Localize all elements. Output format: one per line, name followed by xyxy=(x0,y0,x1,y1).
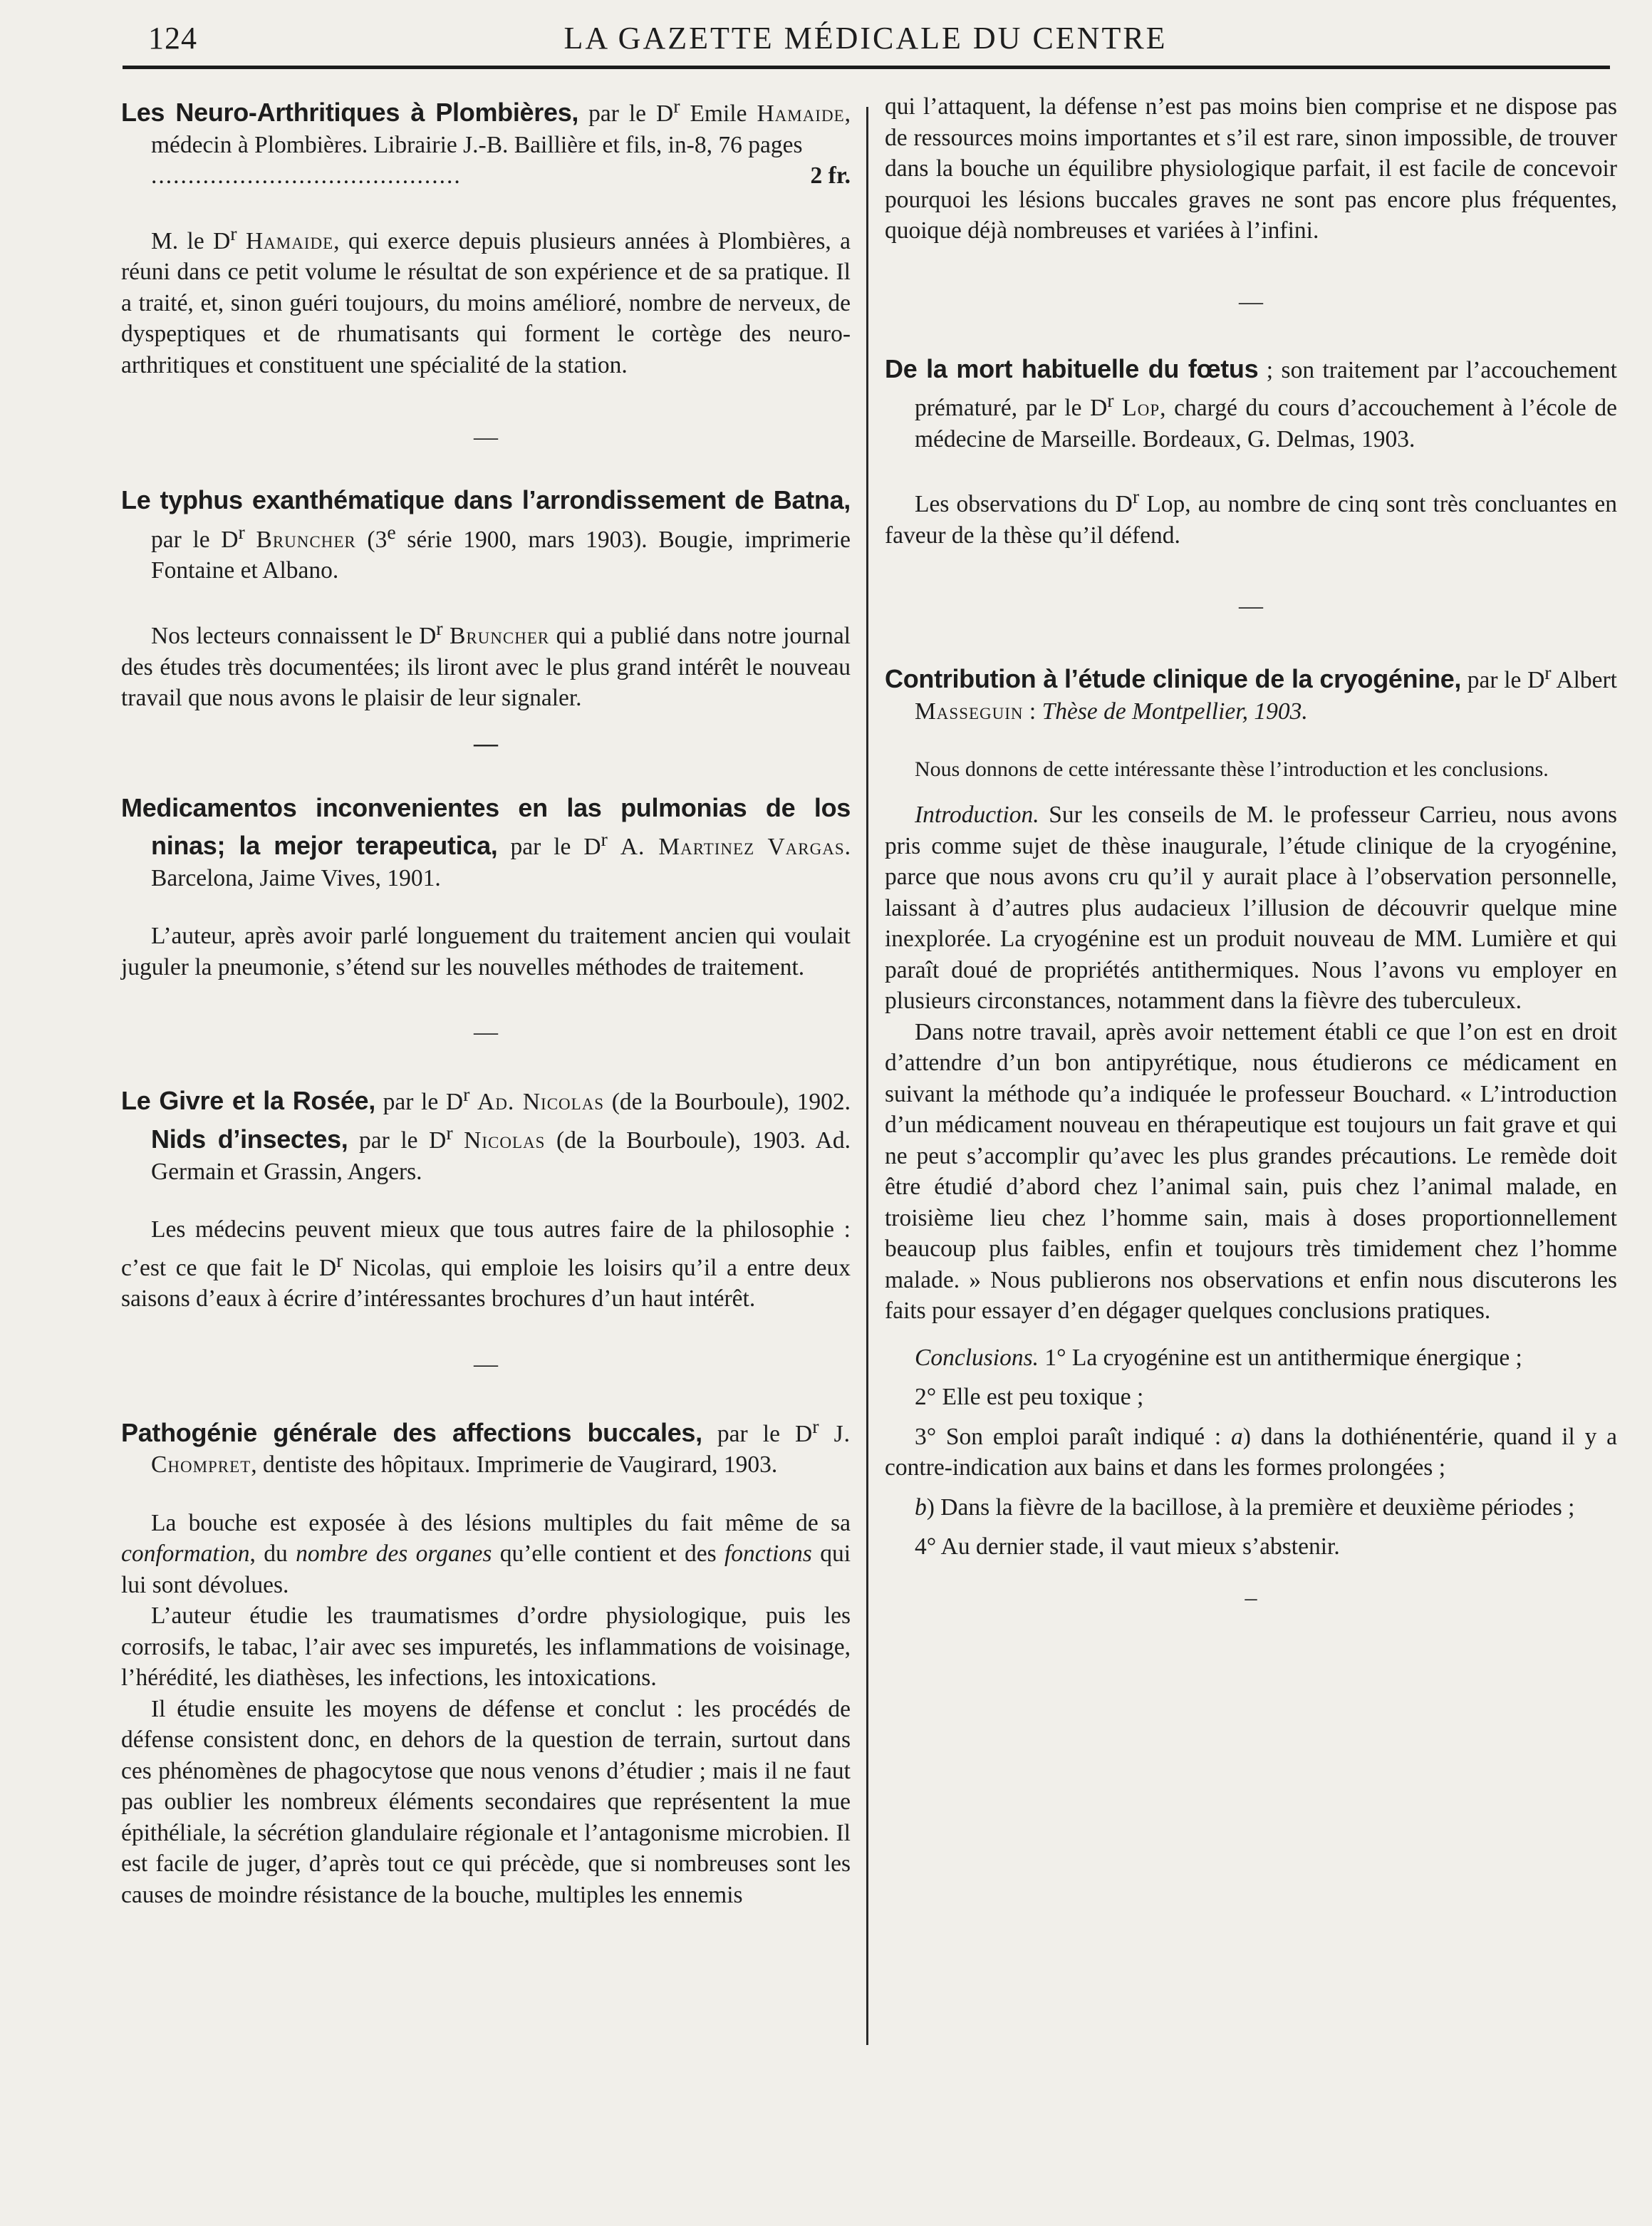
review-mort-foetus xyxy=(885,353,1617,552)
review-body: L’auteur étudie les traumatismes d’ordre physiologique, puis les corrosifs, le tabac, l’air avec ses impuretés, les inflammations de voisinage, l’hérédité, les diathèses, les infections, les intoxications. xyxy=(121,1603,851,1692)
conclusion-1: Conclusions. 1° La cryogénine est un antithermique énergique ; xyxy=(915,1344,1522,1371)
review-body: M. le $D^r$ Hamaide, qui exerce depuis plusieurs années à Plombières, a réuni dans ce petit volume le résultat de son expérience et de sa pratique. Il a traité, et, sinon guéri toujours, du moins amélioré, nombre de nerveux, de dyspeptiques et de rhumatisants qui forment le cortège des neuro-arthritiques et constituent une spécialité de la station. xyxy=(121,222,851,378)
conclusions-label: Conclusions. xyxy=(915,1344,1039,1371)
conclusion-3b: b) Dans la fièvre de la bacillose, à la première et deuxième périodes ; xyxy=(915,1494,1575,1521)
section-separator: — xyxy=(474,1019,498,1046)
journal-title: LA GAZETTE MÉDICALE DU CENTRE xyxy=(563,21,1168,56)
review-typhus xyxy=(121,485,851,757)
section-separator: — xyxy=(1239,288,1263,315)
review-body: Il étudie ensuite les moyens de défense et conclut : les procédés de défense consistent donc, en dehors de la question de terrain, surtout dans ces phénomènes de phagocytose que nous venons d’étudier ; mais il ne faut pas oublier les nombreux éléments secondaires que représentent la mue épithéliale, la sécrétion glandulaire régionale et l’antagonisme microbien. Il est facile de juger, d’après tout ce qui précède, que si nombreuses sont les causes de moindre résistance de la bouche, multiples les ennemis xyxy=(121,1695,851,1908)
section-separator: — xyxy=(474,424,498,451)
review-body: Nos lecteurs connaissent le $D^r$ Bruncher qui a publié dans notre journal des études très documentées; ils liront avec le plus grand intérêt le nouveau travail que nous avons le plaisir de leur signaler. xyxy=(121,617,851,712)
review-citation: Le Givre et la Rosée, par le $D^r$ Ad. Nicolas (de la Bourboule), 1902. Nids d’insectes, par le $D^r$ Nicolas (de la Bourboule), 1903. Ad. Germain et Grassin, Angers. xyxy=(121,1084,851,1185)
conclusion-2: 2° Elle est peu toxique ; xyxy=(915,1384,1144,1411)
introduction-paragraph: Introduction. Sur les conseils de M. le professeur Carrieu, nous avons pris comme sujet de thèse inaugurale, l’étude clinique de la cryogénine, parce que nous avons cru qu’il y aurait place à l’observation personnelle, laissant à d’autres plus audacieux l’illusion de découvrir quelque mine inexplorée. La cryogénine est un produit nouveau de MM. Lumière et qui paraît doué de propriétés antithermiques. Nous l’avons vu employer en plusieurs circonstances, notamment dans la fièvre des tuberculeux. xyxy=(885,802,1617,1015)
price-line: .......................................... 2 fr. xyxy=(121,160,851,192)
review-neuro-arthritiques xyxy=(121,91,851,452)
review-citation: Les Neuro-Arthritiques à Plombières, par le $D^r$ Emile Hamaide, médecin à Plombières. Librairie J.-B. Baillière et fils, in-8, 76 pages xyxy=(121,95,851,158)
right-column xyxy=(885,91,1617,1612)
review-body: L’auteur, après avoir parlé longuement du traitement ancien qui voulait juguler la pneumonie, s’étend sur les nouvelles méthodes de traitement. xyxy=(121,923,851,980)
review-body: Les médecins peuvent mieux que tous autres faire de la philosophie : c’est ce que fait le $D^r$ Nicolas, qui emploie les loisirs qu’il a entre deux saisons d’eaux à écrire d’intéressantes brochures d’un haut intérêt. xyxy=(121,1216,851,1313)
page-header xyxy=(121,16,1610,58)
page-number: 124 xyxy=(148,21,197,56)
price: 2 fr. xyxy=(810,162,851,190)
introduction-label: Introduction. xyxy=(915,802,1039,829)
review-citation: Le typhus exanthématique dans l’arrondissement de Batna, par le $D^r$ Bruncher (3e série 1900, mars 1903). Bougie, imprimerie Fontaine et Albano. xyxy=(121,485,851,584)
review-lead: Nous donnons de cette intéressante thèse l’introduction et les conclusions. xyxy=(915,757,1549,782)
conclusion-4: 4° Au dernier stade, il vaut mieux s’abstenir. xyxy=(915,1533,1340,1560)
review-citation: Pathogénie générale des affections buccales, par le $D^r$ J. Chompret, dentiste des hôpitaux. Imprimerie de Vaugirard, 1903. xyxy=(121,1415,851,1479)
column-divider xyxy=(866,107,868,2045)
review-citation: Medicamentos inconvenientes en las pulmonias de los ninas; la mejor terapeutica, par le $D^r$ A. Martinez Vargas. Barcelona, Jaime Vives, 1901. xyxy=(121,792,851,891)
section-separator: — xyxy=(474,730,498,757)
left-column xyxy=(121,91,851,1910)
review-body: La bouche est exposée à des lésions multiples du fait même de sa conformation, du nombre des organes qu’elle contient et des fonctions qui lui sont dévolues. xyxy=(121,1509,851,1598)
continued-text: qui l’attaquent, la défense n’est pas moins bien comprise et ne dispose pas de ressources moins importantes et s’il est rare, sinon impossible, de trouver dans la bouche un équilibre physiologique parfait, il est facile de concevoir pourquoi les lésions buccales graves ne sont pas encore plus fréquentes, quoique déjà nombreuses et variées à l’infini. xyxy=(885,93,1617,244)
section-separator: — xyxy=(474,1350,498,1377)
review-citation: De la mort habituelle du fœtus ; son traitement par l’accouchement prématuré, par le $D^r$ Lop, chargé du cours d’accouchement à l’école de médecine de Marseille. Bordeaux, G. Delmas, 1903. xyxy=(885,353,1617,452)
review-body: Les observations du $D^r$ Lop, au nombre de cinq sont très concluantes en faveur de la thèse qu’il défend. xyxy=(885,486,1617,549)
review-citation: Contribution à l’étude clinique de la cryogénine, par le $D^r$ Albert Masseguin : Thèse de Montpellier, 1903. xyxy=(885,662,1617,725)
review-medicamentos xyxy=(121,792,851,1047)
review-pathogenie xyxy=(121,1412,851,1911)
review-cryogenine xyxy=(885,658,1617,1612)
header-rule xyxy=(123,66,1610,69)
end-separator: – xyxy=(1245,1584,1257,1611)
section-separator: — xyxy=(1239,593,1263,620)
review-givre-rosee xyxy=(121,1080,851,1378)
conclusion-3: 3° Son emploi paraît indiqué : a) dans la dothiénentérie, quand il y a contre-indication aux bains et dans les formes prolongées ; xyxy=(885,1423,1618,1481)
method-paragraph: Dans notre travail, après avoir nettement établi ce que l’on est en droit d’attendre d’un bon antipyrétique, nous étudierons ce médicament en suivant la méthode qu’a indiquée le professeur Bouchard. « L’introduction d’un médicament nouveau en thérapeutique est toujours un fait grave et qui ne peut s’accomplir qu’avec les plus grandes précautions. Le remède doit être étudié d’abord chez l’animal sain, puis chez l’animal malade, en troisième lieu chez l’homme sain, mais à doses proportionnellement beaucoup plus faibles, enfin et toujours très timidement chez l’homme malade. » Nous publierons nos observations et enfin nous discuterons les faits pour essayer d’en dégager quelques conclusions pratiques. xyxy=(885,1018,1617,1325)
